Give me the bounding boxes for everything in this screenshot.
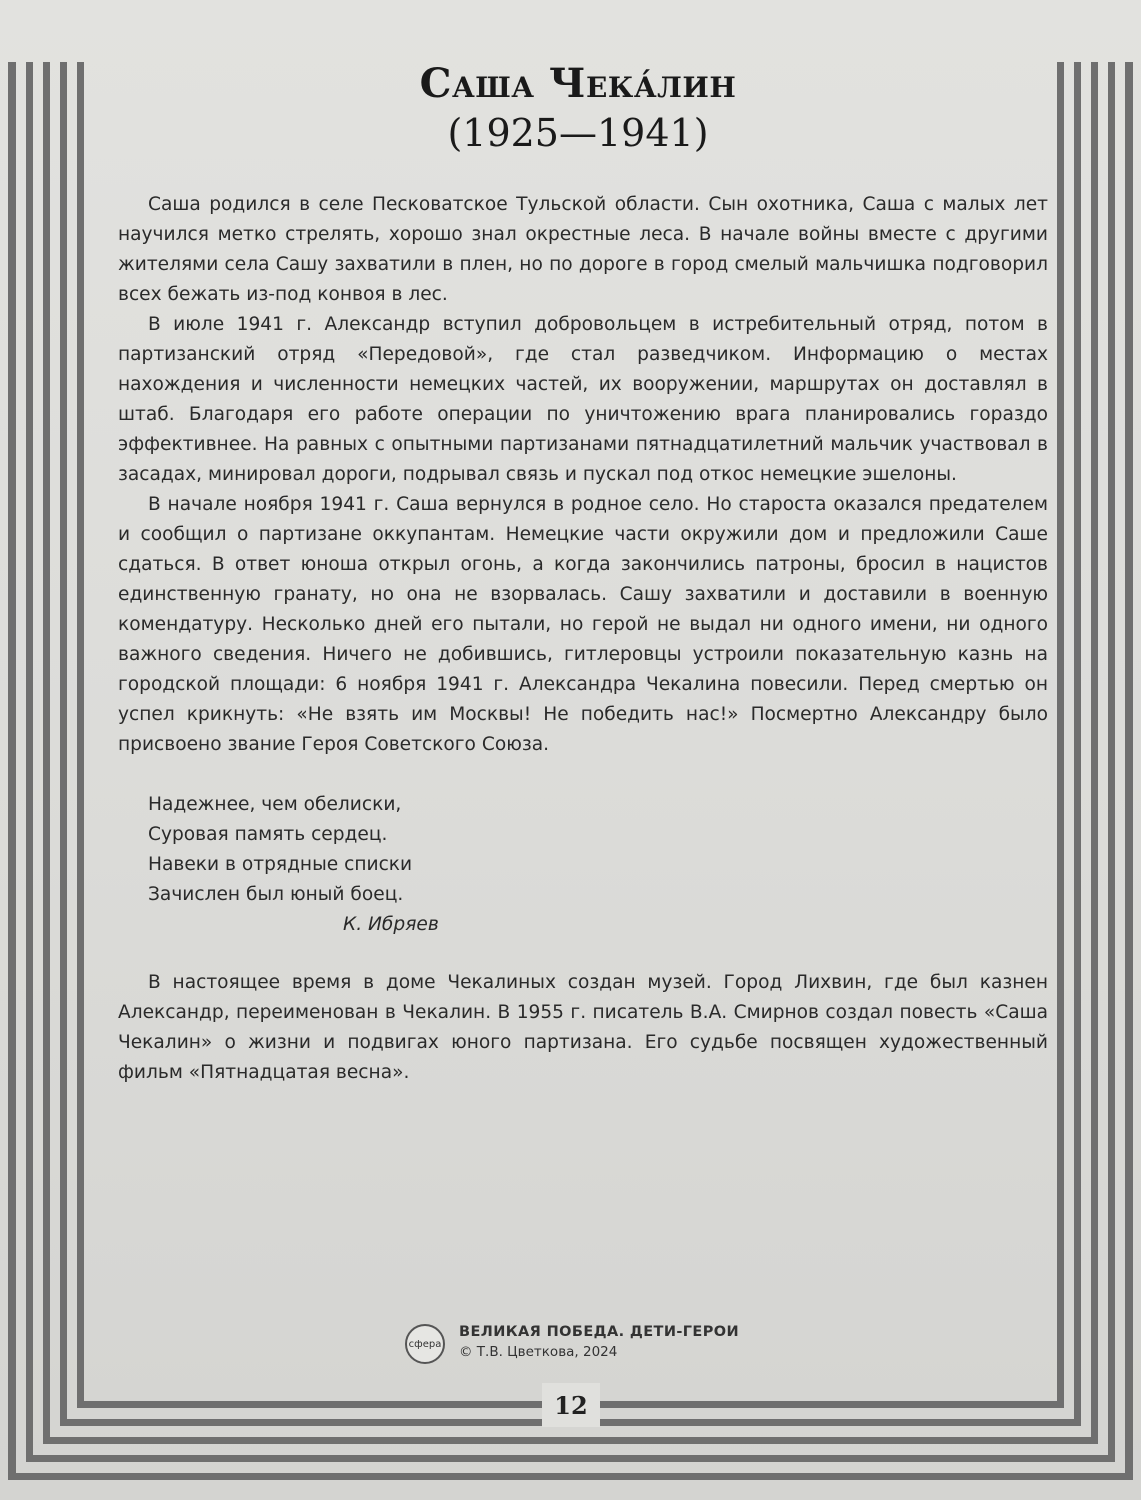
content [108,60,1048,1420]
footer [405,1322,805,1366]
paragraph-1: Саша родился в селе Песковатское Тульской области. Сын охотника, Саша с малых лет научился метко стрелять, хорошо знал окрестные леса. В начале войны вместе с другими жителями села Сашу захватили в плен, но по дороге в город смелый мальчишка подговорил всех бежать из-под конвоя в лес. [118,194,1048,305]
poem-line: Навеки в отрядные списки [148,854,413,875]
poem-line: Суровая память сердец. [148,824,388,845]
poem [148,790,1048,940]
copyright: © Т.В. Цветкова, 2024 [459,1344,618,1360]
paragraph-2: В июле 1941 г. Александр вступил добровольцем в истребительный отряд, потом в партизанский отряд «Передовой», где стал разведчиком. Информацию о местах нахождения и численности немецких частей, их вооружении, маршрутах он доставлял в штаб. Благодаря его работе операции по уничтожению врага планировались гораздо эффективнее. На равных с опытными партизанами пятнадцатилетний мальчик участвовал в засадах, минировал дороги, подрывал связь и пускал под откос немецкие эшелоны. [118,314,1048,485]
series-title: ВЕЛИКАЯ ПОБЕДА. ДЕТИ-ГЕРОИ [459,1324,740,1340]
paragraph-closing: В настоящее время в доме Чекалиных создан музей. Город Лихвин, где был казнен Александр, переименован в Чекалин. В 1955 г. писатель В.А. Смирнов создал повесть «Саша Чекалин» о жизни и подвигах юного партизана. Его судьбе посвящен художественный фильм «Пятнадцатая весна». [118,972,1048,1083]
page-number: 12 [542,1383,600,1427]
poem-line: Зачислен был юный боец. [148,884,404,905]
paragraph-3: В начале ноября 1941 г. Саша вернулся в родное село. Но староста оказался предателем и сообщил о партизане оккупантам. Немецкие части окружили дом и предложили Саше сдаться. В ответ юноша открыл огонь, а когда закончились патроны, бросил в нацистов единственную гранату, но она не взорвалась. Сашу захватили и доставили в военную комендатуру. Несколько дней его пытали, но герой не выдал ни одного имени, ни одного важного сведения. Ничего не добившись, гитлеровцы устроили показательную казнь на городской площади: 6 ноября 1941 г. Александра Чекалина повесили. Перед смертью он успел крикнуть: «Не взять им Москвы! Не победить нас!» Посмертно Александру было присвоено звание Героя Советского Союза. [118,494,1048,755]
publisher-logo-icon: сфера [405,1324,445,1364]
life-years: (1925—1941) [447,111,709,155]
article-body [118,190,1048,1088]
poem-author: К. Ибряев [343,914,439,935]
page-title: Саша Чека́лин [419,60,737,107]
poem-line: Надежнее, чем обелиски, [148,794,402,815]
